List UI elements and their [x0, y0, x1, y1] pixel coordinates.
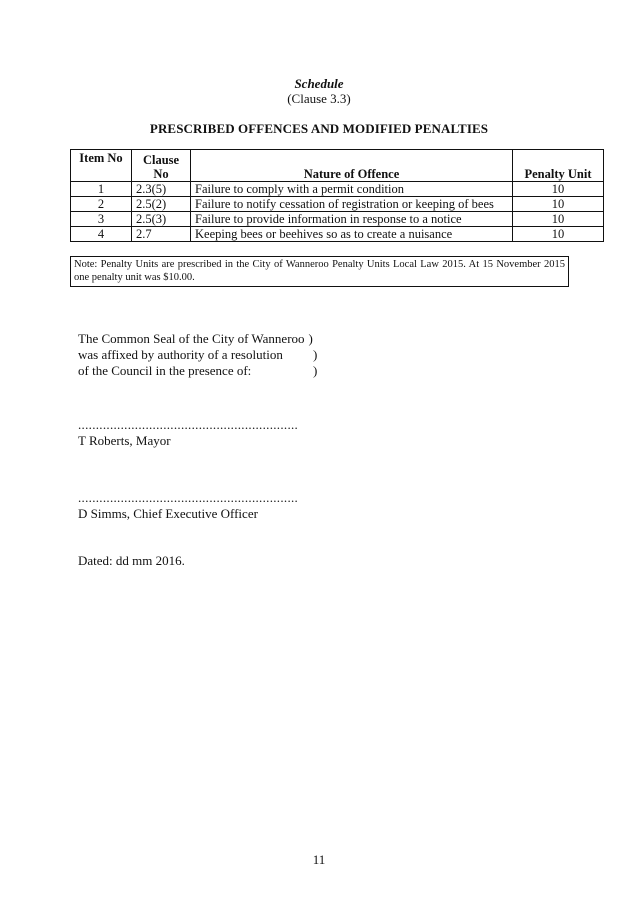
header-item-no: Item No: [71, 150, 132, 182]
common-seal-statement: [78, 331, 317, 379]
row-clause: 2.7: [132, 227, 191, 242]
seal-text-3: of the Council in the presence of:: [78, 363, 252, 378]
schedule-heading: PRESCRIBED OFFENCES AND MODIFIED PENALTIES: [149, 121, 489, 136]
row-item: 2: [71, 197, 132, 212]
seal-line-3: [78, 363, 317, 379]
row-nature: Failure to notify cessation of registration or keeping of bees: [191, 197, 513, 212]
offences-table: [70, 149, 604, 242]
row-item: 1: [71, 182, 132, 197]
row-penalty: 10: [513, 227, 604, 242]
seal-text-1: The Common Seal of the City of Wanneroo: [78, 331, 305, 346]
table-row: [71, 182, 604, 197]
row-nature: Keeping bees or beehives so as to create a nuisance: [191, 227, 513, 242]
header-nature: Nature of Offence: [191, 150, 513, 182]
row-penalty: 10: [513, 212, 604, 227]
row-nature: Failure to provide information in response to a notice: [191, 212, 513, 227]
mayor-name: T Roberts, Mayor: [78, 433, 171, 448]
penalty-units-note: Note: Penalty Units are prescribed in the City of Wanneroo Penalty Units Local Law 2015. At 15 November 2015 one penalty unit was $10.00.: [70, 256, 569, 287]
row-clause: 2.5(3): [132, 212, 191, 227]
table-header-row: [71, 150, 604, 182]
table-row: [71, 197, 604, 212]
table-row: [71, 227, 604, 242]
header-penalty-unit: Penalty Unit: [513, 150, 604, 182]
mayor-signature-line: ..............................................................: [78, 417, 299, 432]
row-penalty: 10: [513, 197, 604, 212]
seal-bracket-2: ): [313, 347, 318, 362]
ceo-name: D Simms, Chief Executive Officer: [78, 506, 258, 521]
header-clause-no: [132, 150, 191, 182]
row-penalty: 10: [513, 182, 604, 197]
row-clause: 2.3(5): [132, 182, 191, 197]
row-item: 4: [71, 227, 132, 242]
seal-line-1: [78, 331, 317, 347]
schedule-title: Schedule: [294, 76, 344, 91]
header-clause-line1: Clause: [142, 153, 180, 167]
ceo-signature-line: ..............................................................: [78, 490, 299, 505]
schedule-clause: (Clause 3.3): [287, 91, 351, 106]
seal-bracket-3: ): [313, 363, 318, 378]
header-clause-line2: No: [153, 167, 169, 181]
row-clause: 2.5(2): [132, 197, 191, 212]
seal-line-2: [78, 347, 317, 363]
table-row: [71, 212, 604, 227]
seal-bracket-1: ): [308, 331, 313, 346]
row-nature: Failure to comply with a permit condition: [191, 182, 513, 197]
page-number: 11: [312, 852, 326, 867]
dated-line: Dated: dd mm 2016.: [78, 553, 185, 568]
seal-text-2: was affixed by authority of a resolution: [78, 347, 283, 362]
row-item: 3: [71, 212, 132, 227]
